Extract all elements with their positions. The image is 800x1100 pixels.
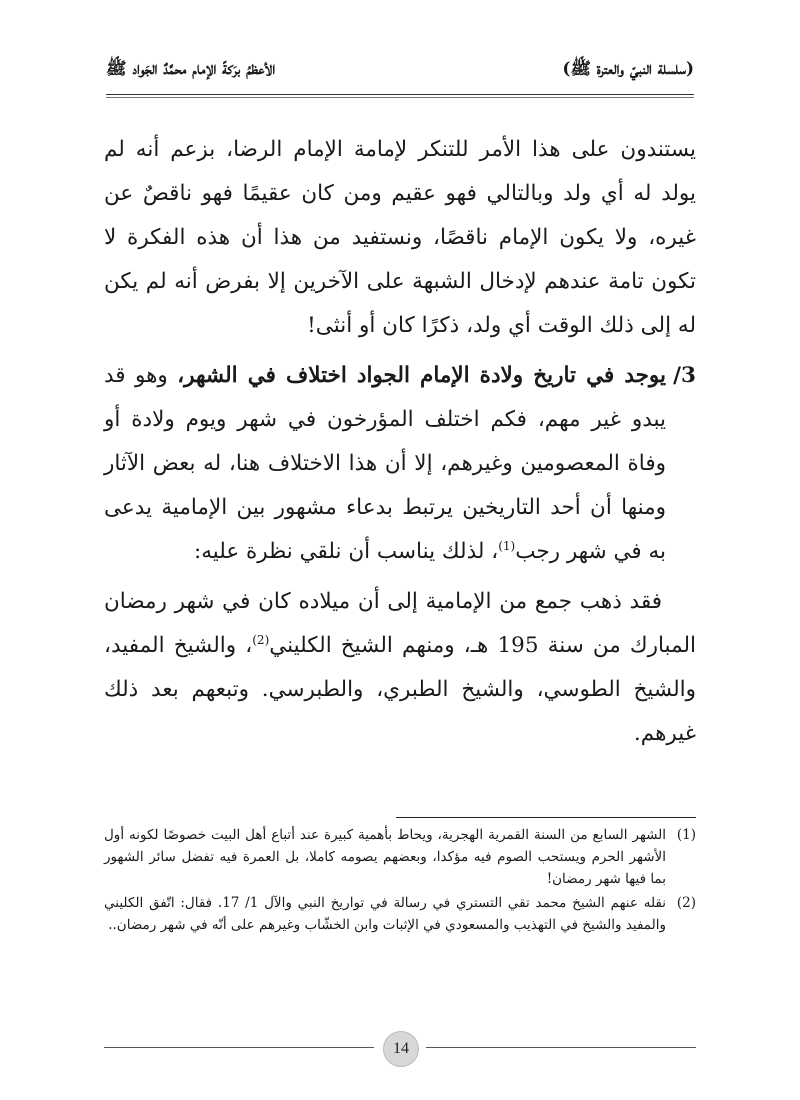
paragraph-2-a: فقد ذهب جمع من الإمامية إلى أن ميلاده كان في شهر رمضان المبارك من سنة 195 هـ، ومنهم الشيخ الكليني [104,589,696,658]
paragraph-2 [104,580,696,756]
page-number: 14 [383,1031,419,1067]
footnote-2 [104,892,696,936]
paragraph-1: يستندون على هذا الأمر للتنكر لإمامة الإمام الرضا، بزعم أنه لم يولد له أي ولد وبالتالي فهو عقيم ومن كان عقيمًا فهو ناقصٌ عن غيره، ولا يكون الإمام ناقصًا، ونستفيد من هذا أن هذه الفكرة لا تكون تامة عندهم لإدخال الشبهة على الآخرين إلا بفرض أنه لم يكن له إلى ذلك الوقت أي ولد، ذكرًا كان أو أنثى! [104,137,696,338]
page-number-rule-left [104,1047,374,1048]
book-title: الأعظمُ برَكةً الإمام محمَّدٌ الجَواد ﷺ [106,59,276,79]
item-3-body-a: وهو قد يبدو غير مهم، فكم اختلف المؤرخون في شهر ويوم ولادة أو وفاة المعصومين وغيرهم، إلا أن هذا الاختلاف هنا، له بعض الآثار ومنها أن أحد التاريخين يرتبط بدعاء مشهور بين الإمامية يدعى به في شهر رجب [104,363,666,564]
item-number: 3/ [673,363,696,388]
item-3-text [104,354,696,574]
list-item-3 [104,354,696,574]
footnotes [104,824,696,938]
footnote-separator [396,817,696,818]
footnote-1 [104,824,696,890]
running-header [106,58,694,88]
series-title: (سلسلة النبيّ والعترة ﷺ) [562,59,694,79]
item-3-heading: يوجد في تاريخ ولادة الإمام الجواد اختلاف في الشهر، [177,363,666,388]
footnote-number: (1) [676,827,696,843]
footnote-ref-2[interactable]: (2) [252,632,270,647]
footnote-ref-1[interactable]: (1) [498,538,516,553]
paragraph-2-b: ، والشيخ المفيد، والشيخ الطوسي، والشيخ الطبري، والطبرسي. وتبعهم بعد ذلك غيرهم. [104,633,696,746]
footnote-text: الشهر السابع من السنة القمرية الهجرية، ويحاط بأهمية كبيرة عند أتباع أهل البيت خصوصًا لكونه أول الأشهر الحرم ويستحب الصوم فيه مؤكدا، وبعضهم يصومه كاملا، بل العمرة فيه تفضل سائر الشهور بما فيها شهر رمضان! [104,827,666,887]
footnote-text: نقله عنهم الشيخ محمد تقي التستري في رسالة في تواريخ النبي والآل 1/ 17. فقال: اتّفق الكليني والمفيد والشيخ في التهذيب والمسعودي في الإثبات وابن الخشّاب وغيرهم على أنّه في شهر رمضان.. [104,895,667,933]
footnote-number: (2) [676,895,696,911]
main-text [104,128,696,756]
header-divider [106,94,694,95]
page-number-rule-right [426,1047,696,1048]
header-divider-thin [106,97,694,98]
item-3-body-b: ، لذلك يناسب أن نلقي نظرة عليه: [193,539,499,564]
